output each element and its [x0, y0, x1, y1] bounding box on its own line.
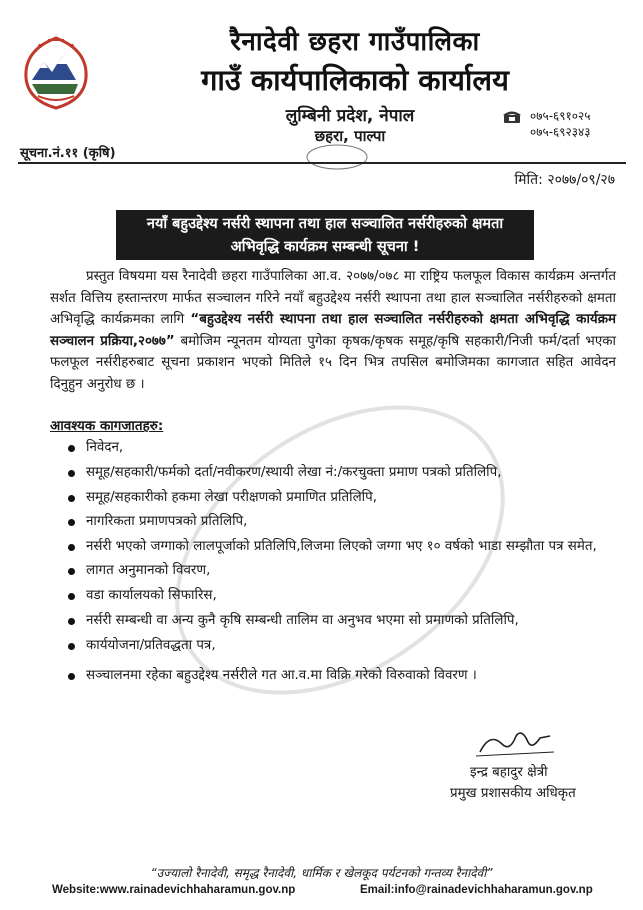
bullet-icon [68, 495, 75, 502]
notice-body [50, 266, 616, 395]
address-location: छहरा, पाल्पा [314, 127, 386, 145]
body-text-part1: प्रस्तुत विषयमा यस रैनादेवी छहरा गाउँपालिका आ.व. २०७७/०७८ मा राष्ट्रिय फलफूल विकास कार्यक्रम अन्तर्गत सर्शत वित्तिय हस्तान्तरण मार्फत सञ्चालन गरिने नयाँ बहुउद्देश्य नर्सरी स्थापना तथा हाल सञ्चालित नर्सरीहरुको क्षमता अभिवृद्धि कार्यक्रमका लागि [50, 269, 616, 327]
bullet-icon [68, 544, 75, 551]
notice-date: मिति: २०७७/०९/२७ [514, 172, 615, 188]
bullet-icon [68, 673, 75, 680]
body-text-bold: “बहुउद्देश्य नर्सरी स्थापना तथा हाल सञ्चालित नर्सरीहरुको क्षमता अभिवृद्धि कार्यक्रम सञ्चालन प्रक्रिया,२०७७” [50, 312, 616, 349]
list-item [66, 512, 626, 532]
signatory-title: प्रमुख प्रशासकीय अधिकृत [450, 786, 576, 801]
header-divider [18, 162, 626, 164]
list-item-text: नर्सरी भएको जग्गाको लालपूर्जाको प्रतिलिपि,लिजमा लिएको जग्गा भए १० वर्षको भाडा सम्झौता पत्र समेत, [86, 539, 597, 555]
list-item [66, 586, 626, 606]
list-item-text: निवेदन, [86, 440, 124, 455]
municipality-emblem-icon [18, 30, 94, 114]
address-province: लुम्बिनी प्रदेश, नेपाल [285, 106, 415, 126]
list-item [66, 488, 626, 508]
body-text-part2: बमोजिम न्यूनतम योग्यता पुगेका कृषक/कृषक समूह/कृषि सहकारी/निजी फर्म/दर्ता भएका फलफूल नर्सरीहरुबाट सूचना प्रकाशन भएको मितिले १५ दिन भित्र तपसिल बमोजिमका कागजात सहित आवेदन दिनुहुन अनुरोध छ । [50, 333, 616, 392]
list-item-text: सञ्चालनमा रहेका बहुउद्देश्य नर्सरीले गत आ.व.मा विक्रि गरेको विरुवाको विवरण । [86, 667, 477, 683]
list-item [66, 666, 626, 686]
office-stamp [305, 143, 369, 171]
requirements-heading: आवश्यक कागजातहरु: [50, 418, 164, 434]
phone-number-2: ०७५-६९२३४३ [530, 125, 591, 139]
bullet-icon [68, 470, 75, 477]
phone-icon [502, 110, 522, 124]
list-item [66, 636, 626, 656]
subject-banner [116, 210, 534, 260]
list-item-text: कार्ययोजना/प्रतिवद्धता पत्र, [86, 637, 216, 653]
subject-line-1: नयाँ बहुउद्देश्य नर्सरी स्थापना तथा हाल सञ्चालित नर्सरीहरुको क्षमता [146, 216, 504, 232]
bullet-icon [68, 618, 75, 625]
list-item [66, 561, 626, 581]
office-name: गाउँ कार्यपालिकाको कार्यालय [201, 63, 509, 97]
footer-motto: “उज्यालो रैनादेवी, समृद्ध रैनादेवी, धार्मिक र खेलकूद पर्यटनको गन्तव्य रैनादेवी” [150, 866, 493, 880]
requirements-list [66, 438, 626, 690]
list-item-text: नर्सरी सम्बन्धी वा अन्य कुनै कृषि सम्बन्धी तालिम वा अनुभव भएमा सो प्रमाणको प्रतिलिपि, [86, 612, 519, 628]
subject-line-2: अभिवृद्धि कार्यक्रम सम्बन्धी सूचना ! [230, 239, 420, 255]
list-item [66, 438, 626, 458]
signatory-name: इन्द्र बहादुर क्षेत्री [470, 765, 548, 780]
bullet-icon [68, 445, 75, 452]
email-link[interactable]: Email:info@rainadevichhaharamun.gov.np [360, 884, 593, 896]
list-item-text: समूह/सहकारीको हकमा लेखा परीक्षणको प्रमाणित प्रतिलिपि, [86, 489, 378, 505]
notice-number: सूचना.नं.११ (कृषि) [20, 146, 116, 161]
list-item-text: वडा कार्यालयको सिफारिस, [86, 587, 217, 603]
list-item [66, 537, 626, 557]
phone-number-1: ०७५-६९१०२५ [530, 109, 591, 123]
list-item-text: नागरिकता प्रमाणपत्रको प्रतिलिपि, [86, 514, 248, 530]
list-item [66, 463, 626, 483]
list-item-text: समूह/सहकारी/फर्मको दर्ता/नवीकरण/स्थायी लेखा नं:/करचुक्ता प्रमाण पत्रको प्रतिलिपि, [86, 464, 502, 480]
bullet-icon [68, 643, 75, 650]
signature [470, 722, 560, 762]
list-item [66, 611, 626, 631]
bullet-icon [68, 568, 75, 575]
bullet-icon [68, 519, 75, 526]
phone-numbers [530, 108, 591, 140]
municipality-name: रैनादेवी छहरा गाउँपालिका [230, 27, 480, 57]
list-item-text: लागत अनुमानको विवरण, [86, 563, 211, 579]
website-link[interactable]: Website:www.rainadevichhaharamun.gov.np [52, 884, 296, 896]
bullet-icon [68, 593, 75, 600]
